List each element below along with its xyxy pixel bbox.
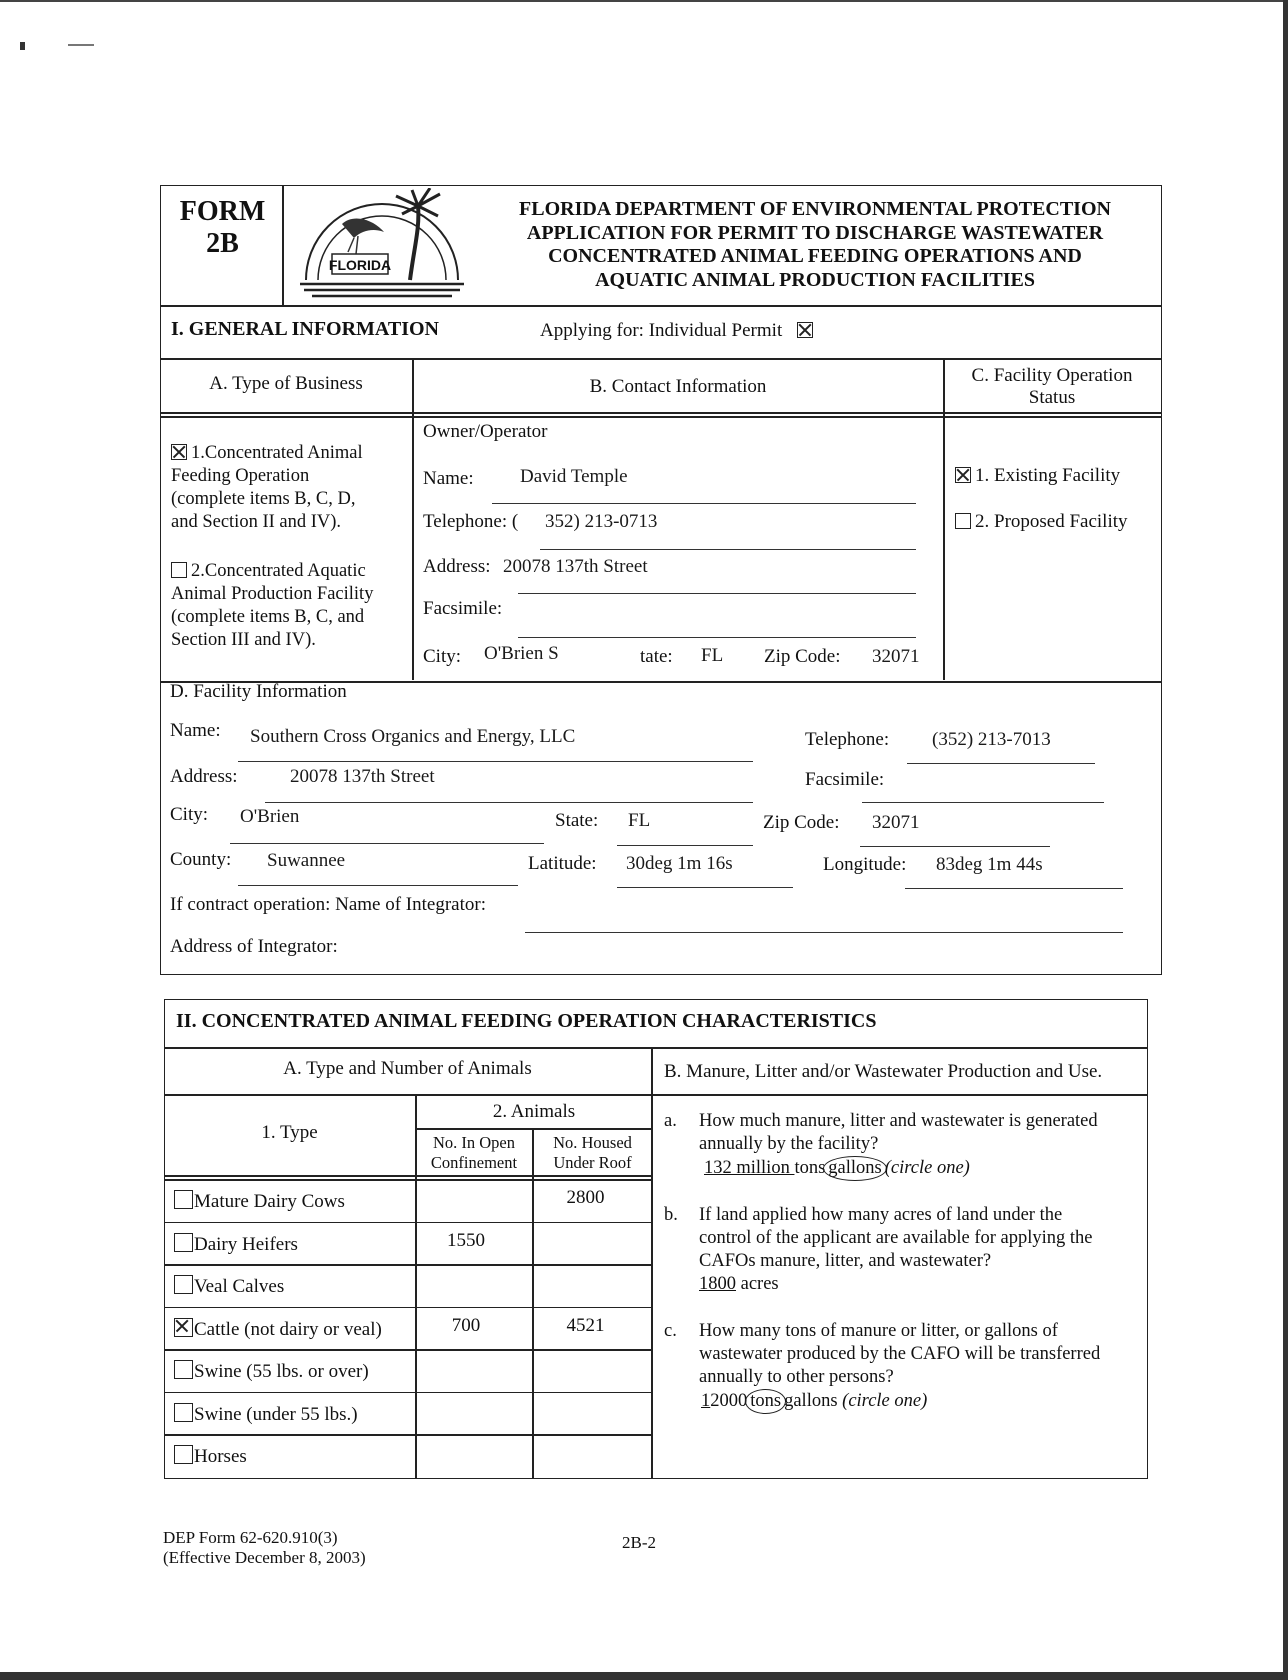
section2-heading: II. CONCENTRATED ANIMAL FEEDING OPERATION CHARACTERISTICS bbox=[176, 1010, 877, 1032]
facility-latitude-underline bbox=[617, 887, 793, 888]
facility-county-label: County: bbox=[170, 849, 232, 870]
question-b-line2: control of the applicant are available for applying the bbox=[699, 1228, 1093, 1248]
question-c-circle-note: (circle one) bbox=[842, 1391, 928, 1411]
owner-telephone-label: Telephone: ( bbox=[423, 511, 519, 532]
owner-name-value[interactable]: David Temple bbox=[520, 466, 628, 487]
animal-type-checkbox[interactable] bbox=[174, 1360, 193, 1379]
animal-row-divider bbox=[164, 1392, 652, 1394]
animal-row-divider bbox=[164, 1264, 652, 1266]
existing-facility-checkbox[interactable] bbox=[955, 467, 971, 483]
form-number: FORM 2B bbox=[179, 196, 266, 259]
question-a-tons-option[interactable]: tons bbox=[794, 1158, 826, 1178]
animal-type-cell bbox=[174, 1318, 382, 1341]
animal-type-checkbox[interactable] bbox=[174, 1318, 193, 1337]
integrator-name-underline bbox=[525, 932, 1123, 933]
type-of-business-heading: A. Type of Business bbox=[209, 373, 363, 394]
animal-type-cell bbox=[174, 1445, 247, 1468]
question-a-gallons-option[interactable]: gallons bbox=[823, 1156, 886, 1181]
cafo-checkbox[interactable] bbox=[171, 444, 187, 460]
animal-type-label: Dairy Heifers bbox=[194, 1233, 298, 1255]
question-a-circle-note: (circle one) bbox=[884, 1158, 970, 1178]
animal-type-checkbox[interactable] bbox=[174, 1233, 193, 1252]
section2-heading-divider bbox=[164, 1047, 1148, 1049]
animal-type-cell bbox=[174, 1360, 369, 1383]
question-c-answer bbox=[699, 1389, 1100, 1414]
scan-mark bbox=[68, 44, 94, 46]
question-c bbox=[664, 1320, 1100, 1414]
facility-city-label: City: bbox=[170, 804, 209, 825]
dep-seal-logo bbox=[292, 188, 472, 300]
housed-under-roof-header: No. Housed Under Roof bbox=[553, 1133, 632, 1172]
housed-under-roof-cell[interactable]: 4521 bbox=[566, 1314, 605, 1336]
facility-latitude-label: Latitude: bbox=[528, 853, 597, 874]
question-a-line2: annually by the facility? bbox=[699, 1134, 879, 1154]
owner-city-label: City: bbox=[423, 646, 462, 667]
facility-longitude-underline bbox=[905, 888, 1123, 889]
facility-address-underline bbox=[265, 802, 753, 803]
facility-telephone-label: Telephone: bbox=[805, 729, 890, 750]
scan-border-right bbox=[1283, 0, 1288, 1680]
question-b-line1: If land applied how many acres of land under the bbox=[699, 1205, 1063, 1225]
facility-telephone-underline bbox=[907, 763, 1095, 764]
status-existing: 1. Existing Facility bbox=[955, 465, 1120, 487]
owner-fax-label: Facsimile: bbox=[423, 598, 503, 619]
owner-telephone-underline bbox=[540, 549, 916, 550]
section1-heading: I. GENERAL INFORMATION bbox=[171, 318, 439, 340]
question-a-amount[interactable]: 132 million bbox=[704, 1158, 795, 1178]
type-column-header: 1. Type bbox=[261, 1122, 318, 1143]
animal-type-label: Horses bbox=[194, 1446, 247, 1467]
owner-zip-label: Zip Code: bbox=[764, 646, 841, 667]
animal-type-label: Veal Calves bbox=[194, 1276, 285, 1297]
facility-state-label: State: bbox=[555, 810, 599, 831]
facility-fax-label: Facsimile: bbox=[805, 769, 885, 790]
question-c-line3: annually to other persons? bbox=[699, 1367, 894, 1387]
question-c-line1: How many tons of manure or litter, or gallons of bbox=[699, 1321, 1058, 1341]
question-b-line3: CAFOs manure, litter, and wastewater? bbox=[699, 1251, 992, 1271]
open-confinement-header: No. In Open Confinement bbox=[430, 1133, 518, 1172]
owner-state-value[interactable]: FL bbox=[701, 645, 724, 666]
header-title: FLORIDA DEPARTMENT OF ENVIRONMENTAL PROTECTION APPLICATION FOR PERMIT TO DISCHARGE WASTEWATER CONCENTRATED ANIMAL FEEDING OPERATIONS AND AQUATIC ANIMAL PRODUCTION FACILITIES bbox=[519, 198, 1111, 291]
question-a-line1: How much manure, litter and wastewater is generated bbox=[699, 1111, 1098, 1131]
scan-border-bottom bbox=[0, 1672, 1288, 1680]
contact-info-heading: B. Contact Information bbox=[589, 376, 767, 397]
applying-for-label: Applying for: Individual Permit bbox=[540, 320, 817, 342]
manure-heading: B. Manure, Litter and/or Wastewater Production and Use. bbox=[664, 1061, 1103, 1082]
business-type-aquatic: 2.Concentrated Aquatic Animal Production Facility (complete items B, C, and Section III and IV). bbox=[171, 561, 374, 650]
facility-address-label: Address: bbox=[170, 766, 238, 787]
facility-zip-label: Zip Code: bbox=[763, 812, 840, 833]
integrator-address-label: Address of Integrator: bbox=[170, 936, 338, 957]
individual-permit-checkbox[interactable] bbox=[797, 322, 813, 338]
facility-county-value[interactable]: Suwannee bbox=[267, 850, 346, 871]
open-confinement-cell[interactable]: 700 bbox=[451, 1314, 481, 1336]
seal-florida-text: FLORIDA bbox=[328, 257, 392, 273]
facility-address-value[interactable]: 20078 137th Street bbox=[290, 766, 435, 787]
scan-mark bbox=[20, 42, 25, 50]
owner-fax-underline bbox=[518, 637, 916, 638]
animals-heading: A. Type and Number of Animals bbox=[283, 1058, 532, 1079]
facility-state-underline bbox=[617, 845, 753, 846]
footer-effective-date: (Effective December 8, 2003) bbox=[163, 1548, 366, 1567]
animal-type-label: Swine (under 55 lbs.) bbox=[194, 1403, 358, 1425]
owner-telephone-value[interactable]: 352) 213-0713 bbox=[545, 511, 658, 532]
question-b-unit: acres bbox=[736, 1274, 779, 1294]
question-a-answer bbox=[699, 1156, 1098, 1181]
section1-subheading-divider bbox=[160, 412, 1162, 414]
facility-info-heading: D. Facility Information bbox=[170, 681, 347, 702]
facility-latitude-value[interactable]: 30deg 1m 16s bbox=[626, 853, 733, 874]
question-a-letter: a. bbox=[664, 1111, 677, 1131]
owner-address-label: Address: bbox=[423, 556, 491, 577]
animal-row-divider bbox=[164, 1307, 652, 1309]
owner-name-label: Name: bbox=[423, 468, 474, 489]
facility-name-label: Name: bbox=[170, 720, 221, 741]
scan-border-top bbox=[0, 0, 1288, 2]
animal-type-checkbox[interactable] bbox=[174, 1403, 193, 1422]
question-a bbox=[664, 1110, 1098, 1181]
facility-status-heading: C. Facility Operation Status bbox=[971, 365, 1133, 408]
animal-type-label: Cattle (not dairy or veal) bbox=[194, 1318, 382, 1340]
facility-name-value[interactable]: Southern Cross Organics and Energy, LLC bbox=[250, 726, 576, 747]
section1-col-divider-1 bbox=[412, 358, 414, 680]
question-c-amount-underlined[interactable]: 1 bbox=[701, 1391, 711, 1411]
animal-type-checkbox[interactable] bbox=[174, 1190, 193, 1209]
owner-name-underline bbox=[492, 503, 916, 504]
status-proposed: 2. Proposed Facility bbox=[955, 511, 1128, 533]
facility-longitude-label: Longitude: bbox=[823, 854, 907, 875]
owner-city-value[interactable]: O'Brien S bbox=[484, 643, 559, 664]
animal-table-header-bottom bbox=[164, 1175, 652, 1177]
section1-heading-divider bbox=[160, 358, 1162, 360]
facility-telephone-value[interactable]: (352) 213-7013 bbox=[932, 729, 1051, 750]
animal-table-header-bottom-2 bbox=[164, 1179, 652, 1181]
question-b bbox=[664, 1204, 1092, 1296]
business-type-cafo: 1.Concentrated Animal Feeding Operation (complete items B, C, D, and Section II and IV). bbox=[171, 443, 363, 532]
footer-form-number: DEP Form 62-620.910(3) bbox=[163, 1528, 338, 1547]
animal-type-checkbox[interactable] bbox=[174, 1445, 193, 1464]
integrator-name-label: If contract operation: Name of Integrator: bbox=[170, 894, 486, 915]
animal-type-cell bbox=[174, 1403, 358, 1426]
animal-type-label: Swine (55 lbs. or over) bbox=[194, 1361, 369, 1382]
question-c-line2: wastewater produced by the CAFO will be transferred bbox=[699, 1344, 1101, 1364]
animals-subheading-line bbox=[416, 1128, 652, 1130]
aquatic-checkbox[interactable] bbox=[171, 562, 187, 578]
question-c-amount[interactable]: 2000 bbox=[710, 1391, 748, 1411]
question-c-tons-option[interactable]: tons bbox=[745, 1389, 786, 1414]
section2-subheading-divider bbox=[164, 1094, 1148, 1096]
animal-type-cell bbox=[174, 1275, 284, 1298]
animal-table-col2 bbox=[532, 1128, 534, 1478]
owner-operator-label: Owner/Operator bbox=[423, 421, 548, 442]
proposed-facility-checkbox[interactable] bbox=[955, 513, 971, 529]
facility-fax-underline bbox=[862, 802, 1104, 803]
section1-subheading-divider-2 bbox=[160, 416, 1162, 418]
animal-type-checkbox[interactable] bbox=[174, 1275, 193, 1294]
animal-row-divider bbox=[164, 1222, 652, 1224]
owner-address-underline bbox=[518, 593, 916, 594]
facility-city-underline bbox=[230, 843, 544, 844]
animal-row-divider bbox=[164, 1434, 652, 1436]
open-confinement-cell[interactable]: 1550 bbox=[447, 1229, 485, 1251]
footer-form-info bbox=[163, 1528, 366, 1568]
facility-city-value[interactable]: O'Brien bbox=[240, 806, 300, 827]
footer-page-number: 2B-2 bbox=[622, 1533, 656, 1552]
question-c-letter: c. bbox=[664, 1321, 677, 1341]
facility-state-value[interactable]: FL bbox=[628, 810, 651, 831]
facility-name-underline bbox=[238, 761, 753, 762]
facility-zip-underline bbox=[860, 846, 1050, 847]
owner-state-label: tate: bbox=[640, 646, 673, 667]
question-b-amount[interactable]: 1800 bbox=[699, 1274, 736, 1294]
header-divider bbox=[282, 186, 284, 305]
animal-type-cell bbox=[174, 1233, 298, 1256]
owner-address-value[interactable]: 20078 137th Street bbox=[503, 556, 648, 577]
animal-type-label: Mature Dairy Cows bbox=[194, 1191, 345, 1212]
facility-county-underline bbox=[238, 885, 518, 886]
question-b-letter: b. bbox=[664, 1205, 678, 1225]
question-c-gallons-option[interactable]: gallons bbox=[784, 1391, 838, 1411]
facility-longitude-value[interactable]: 83deg 1m 44s bbox=[936, 854, 1043, 875]
animal-row-divider bbox=[164, 1349, 652, 1351]
question-b-answer bbox=[699, 1273, 1092, 1296]
animal-type-cell bbox=[174, 1190, 345, 1213]
facility-zip-value[interactable]: 32071 bbox=[872, 812, 920, 833]
housed-under-roof-cell[interactable]: 2800 bbox=[566, 1187, 605, 1208]
owner-zip-value[interactable]: 32071 bbox=[872, 646, 920, 667]
animals-column-header: 2. Animals bbox=[492, 1101, 576, 1122]
